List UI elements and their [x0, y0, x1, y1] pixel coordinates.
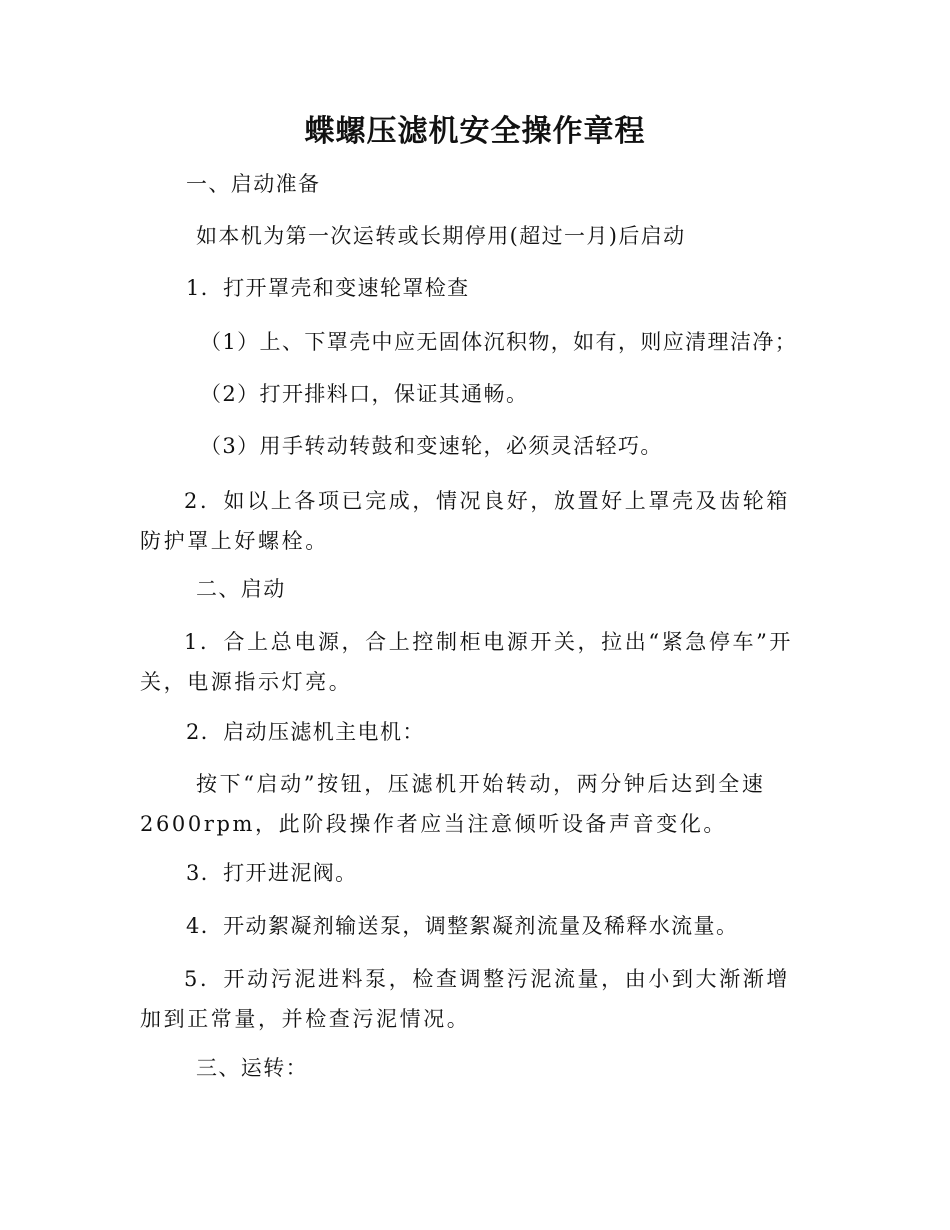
startup-step-5-sludge-pump: 5．开动污泥进料泵，检查调整污泥流量，由小到大渐渐增加到正常量，并检查污泥情况。: [140, 967, 790, 1031]
substep-2-outlet: （2）打开排料口，保证其通畅。: [200, 382, 529, 406]
document-title: 蝶螺压滤机安全操作章程: [304, 114, 646, 149]
paragraph-first-run-note: 如本机为第一次运转或长期停用(超过一月)后启动: [196, 224, 686, 248]
startup-step-1-power: 1．合上总电源，合上控制柜电源开关，拉出“紧急停车”开关，电源指示灯亮。: [140, 630, 794, 694]
substep-1-clean-cover: （1）上、下罩壳中应无固体沉积物，如有，则应清理洁净；: [200, 330, 798, 354]
step-1-open-cover: 1．打开罩壳和变速轮罩检查: [186, 276, 470, 300]
section-heading-startup: 二、启动: [196, 577, 286, 601]
startup-motor-instructions: 按下“启动”按钮，压滤机开始转动，两分钟后达到全速2600rpm，此阶段操作者应当注意倾听设备声音变化。: [140, 772, 766, 836]
startup-step-3-valve: 3．打开进泥阀。: [186, 861, 358, 885]
section-heading-startup-prep: 一、启动准备: [186, 172, 321, 196]
step-2-install-covers: 2．如以上各项已完成，情况良好，放置好上罩壳及齿轮箱防护罩上好螺栓。: [140, 489, 790, 553]
section-heading-operation: 三、运转：: [196, 1056, 308, 1080]
startup-step-2-motor: 2．启动压滤机主电机：: [186, 720, 425, 744]
substep-3-rotate: （3）用手转动转鼓和变速轮，必须灵活轻巧。: [200, 434, 663, 458]
startup-step-4-flocculant: 4．开动絮凝剂输送泵，调整絮凝剂流量及稀释水流量。: [186, 914, 739, 938]
